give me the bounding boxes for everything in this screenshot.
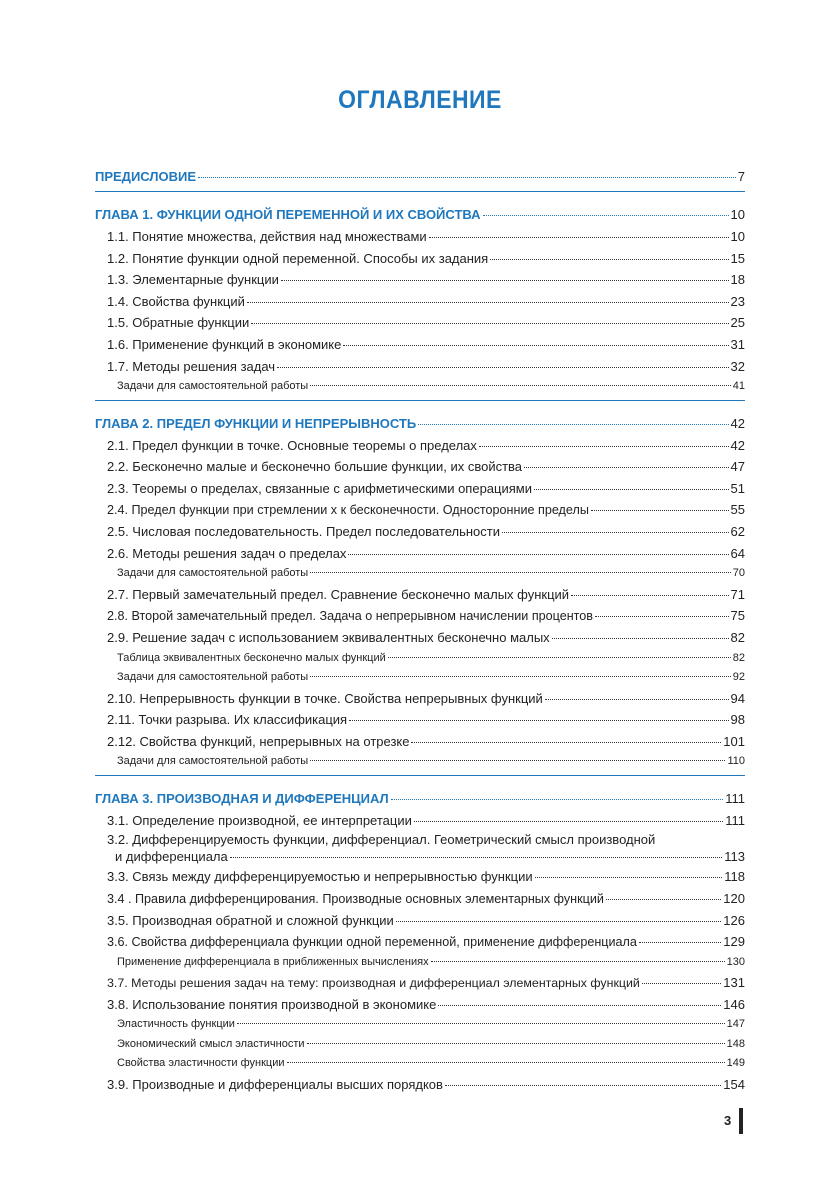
- toc-entry-label: и дифференциала: [115, 849, 228, 865]
- toc-entry-label: 1.2. Понятие функции одной переменной. Способы их задания: [107, 250, 489, 266]
- toc-entry-label: 1.4. Свойства функций: [107, 293, 245, 309]
- dot-leader: [445, 1085, 721, 1086]
- toc-subsection[interactable]: [95, 1015, 745, 1035]
- toc-page-number: 71: [730, 586, 745, 602]
- dot-leader: [490, 259, 728, 260]
- toc-section[interactable]: [95, 831, 745, 848]
- toc-page-number: 94: [730, 690, 745, 706]
- toc-section[interactable]: [95, 521, 745, 543]
- toc-section[interactable]: [95, 810, 745, 832]
- toc-entry-label: ГЛАВА 3. ПРОИЗВОДНАЯ И ДИФФЕРЕНЦИАЛ: [95, 790, 389, 806]
- toc-page-number: 64: [730, 545, 745, 561]
- dot-leader: [310, 676, 731, 677]
- toc-section[interactable]: [95, 994, 745, 1016]
- toc-entry-label: Задачи для самостоятельной работы: [117, 755, 309, 768]
- toc-page-number: 120: [723, 890, 745, 906]
- dot-leader: [391, 799, 724, 800]
- toc-section[interactable]: [95, 456, 745, 478]
- dot-leader: [307, 1043, 725, 1044]
- toc-entry-label: ПРЕДИСЛОВИЕ: [95, 169, 196, 184]
- toc-entry-label: Экономический смысл эластичности: [117, 1037, 305, 1050]
- toc-subsection[interactable]: [95, 752, 745, 772]
- toc-page-number: 15: [730, 250, 745, 266]
- dot-leader: [606, 899, 721, 900]
- toc-subsection[interactable]: [95, 668, 745, 688]
- toc-page-number: 55: [730, 502, 745, 518]
- divider: [95, 400, 745, 401]
- toc-subsection[interactable]: [95, 564, 745, 584]
- toc-page-number: 42: [730, 437, 745, 453]
- toc-section-continued[interactable]: [95, 848, 745, 866]
- table-of-contents: [95, 166, 745, 1096]
- toc-entry-label: 3.8. Использование понятия производной в экономике: [107, 996, 437, 1012]
- dot-leader: [418, 424, 728, 425]
- toc-page-number: 18: [730, 272, 745, 288]
- toc-page-number: 10: [730, 207, 745, 222]
- toc-entry-label: 1.7. Методы решения задач: [107, 358, 276, 374]
- toc-entry-label: 3.5. Производная обратной и сложной функции: [107, 912, 394, 928]
- toc-entry-label: 3.7. Методы решения задач на тему: производная и дифференциал элементарных функций: [107, 976, 640, 991]
- toc-page-number: 25: [730, 315, 745, 331]
- toc-page-number: 126: [723, 912, 745, 928]
- toc-page-number: 75: [730, 608, 745, 624]
- toc-entry-label: Задачи для самостоятельной работы: [117, 567, 309, 580]
- toc-entry-label: 1.5. Обратные функции: [107, 315, 250, 331]
- dot-leader: [287, 1062, 725, 1063]
- toc-subsection[interactable]: [95, 1054, 745, 1074]
- toc-page-number: 31: [730, 336, 745, 352]
- toc-section[interactable]: [95, 478, 745, 500]
- toc-section[interactable]: [95, 931, 745, 953]
- dot-leader: [411, 742, 721, 743]
- toc-page-number: 51: [730, 480, 745, 496]
- toc-page-number: 146: [723, 996, 745, 1012]
- toc-page-number: 32: [730, 358, 745, 374]
- dot-leader: [483, 215, 729, 216]
- toc-page-number: 47: [730, 459, 745, 475]
- dot-leader: [348, 554, 728, 555]
- toc-entry-label: 2.2. Бесконечно малые и бесконечно большие функции, их свойства: [107, 459, 523, 475]
- dot-leader: [349, 720, 728, 721]
- dot-leader: [414, 821, 723, 822]
- toc-section[interactable]: [95, 1074, 745, 1096]
- dot-leader: [281, 280, 729, 281]
- toc-entry-label: 2.7. Первый замечательный предел. Сравнение бесконечно малых функций: [107, 586, 570, 602]
- toc-entry-label: 2.6. Методы решения задач о пределах: [107, 545, 347, 561]
- toc-page-number: 147: [726, 1018, 745, 1031]
- toc-page-number: 131: [723, 975, 745, 991]
- toc-entry-label: Применение дифференциала в приближенных вычислениях: [117, 955, 429, 968]
- toc-page-number: 110: [727, 755, 745, 768]
- dot-leader: [591, 510, 729, 511]
- toc-subsection[interactable]: [95, 377, 745, 397]
- toc-page-number: 7: [737, 169, 745, 184]
- toc-entry-label: 2.5. Числовая последовательность. Предел последовательности: [107, 524, 500, 540]
- dot-leader: [571, 595, 728, 596]
- toc-entry-label: ГЛАВА 2. ПРЕДЕЛ ФУНКЦИИ И НЕПРЕРЫВНОСТЬ: [95, 415, 417, 431]
- toc-page-number: 82: [730, 629, 745, 645]
- toc-page-number: 10: [730, 229, 745, 244]
- toc-section[interactable]: [95, 499, 745, 521]
- toc-entry-label: 2.4. Предел функции при стремлении х к бесконечности. Односторонние пределы: [107, 503, 589, 518]
- dot-leader: [535, 877, 723, 878]
- toc-subsection[interactable]: [95, 953, 745, 973]
- toc-section[interactable]: [95, 972, 745, 994]
- toc-page-number: 148: [726, 1037, 745, 1050]
- toc-entry-label: 3.3. Связь между дифференцируемостью и непрерывностью функции: [107, 869, 533, 885]
- dot-leader: [552, 638, 729, 639]
- dot-leader: [642, 983, 721, 984]
- dot-leader: [388, 657, 731, 658]
- dot-leader: [230, 857, 723, 858]
- toc-entry-label: Задачи для самостоятельной работы: [117, 671, 309, 683]
- toc-chapter-2[interactable]: [95, 413, 745, 435]
- toc-section[interactable]: [95, 584, 745, 606]
- divider: [95, 775, 745, 776]
- toc-entry-label: 1.6. Применение функций в экономике: [107, 336, 342, 352]
- toc-entry-label: 2.3. Теоремы о пределах, связанные с арифметическими операциями: [107, 480, 532, 496]
- dot-leader: [198, 177, 736, 178]
- toc-entry-label: Свойства эластичности функции: [117, 1057, 285, 1070]
- toc-chapter-1[interactable]: [95, 204, 745, 226]
- toc-entry-label: 1.3. Элементарные функции: [107, 272, 279, 288]
- toc-entry-label: Таблица эквивалентных бесконечно малых функций: [117, 651, 386, 664]
- toc-entry-label: 2.10. Непрерывность функции в точке. Свойства непрерывных функций: [107, 690, 543, 706]
- dot-leader: [396, 921, 721, 922]
- toc-page-number: 42: [730, 415, 745, 431]
- toc-section[interactable]: [95, 248, 745, 270]
- dot-leader: [639, 942, 721, 943]
- toc-page-number: 92: [732, 671, 745, 683]
- toc-section[interactable]: [95, 435, 745, 457]
- dot-leader: [595, 616, 729, 617]
- toc-section[interactable]: [95, 356, 745, 378]
- dot-leader: [237, 1023, 725, 1024]
- dot-leader: [343, 345, 728, 346]
- toc-section[interactable]: [95, 269, 745, 291]
- toc-preface[interactable]: [95, 166, 745, 188]
- dot-leader: [277, 367, 728, 368]
- toc-section[interactable]: [95, 605, 745, 627]
- toc-page-number: 111: [725, 790, 745, 806]
- dot-leader: [251, 323, 728, 324]
- toc-entry-label: 3.6. Свойства дифференциала функции одной переменной, применение дифференциала: [107, 935, 637, 950]
- toc-entry-label: 2.11. Точки разрыва. Их классификация: [107, 712, 348, 728]
- toc-page-number: 82: [732, 651, 745, 664]
- toc-page-number: 62: [730, 524, 745, 540]
- toc-page-number: 149: [726, 1057, 745, 1070]
- toc-entry-label: ГЛАВА 1. ФУНКЦИИ ОДНОЙ ПЕРЕМЕННОЙ И ИХ СВОЙСТВА: [95, 207, 481, 222]
- toc-subsection[interactable]: [95, 1035, 745, 1055]
- toc-section[interactable]: [95, 627, 745, 649]
- page-number: 3: [724, 1113, 732, 1128]
- toc-entry-label: 3.1. Определение производной, ее интерпретации: [107, 812, 412, 828]
- toc-page-number: 111: [725, 812, 745, 828]
- dot-leader: [502, 532, 729, 533]
- dot-leader: [310, 760, 725, 761]
- dot-leader: [247, 302, 729, 303]
- dot-leader: [431, 961, 725, 962]
- toc-subsection[interactable]: [95, 649, 745, 669]
- toc-entry-label: 3.2. Дифференцируемость функции, дифференциал. Геометрический смысл производной: [107, 832, 656, 848]
- divider: [95, 191, 745, 192]
- toc-section[interactable]: [95, 291, 745, 313]
- toc-entry-label: 2.9. Решение задач с использованием эквивалентных бесконечно малых: [107, 629, 550, 645]
- dot-leader: [534, 489, 729, 490]
- toc-entry-label: Задачи для самостоятельной работы: [117, 380, 309, 393]
- toc-section[interactable]: [95, 709, 745, 731]
- dot-leader: [310, 572, 731, 573]
- page-number-bar: [739, 1108, 743, 1134]
- toc-entry-label: 2.1. Предел функции в точке. Основные теоремы о пределах: [107, 437, 477, 453]
- dot-leader: [545, 699, 729, 700]
- toc-entry-label: 3.4 . Правила дифференцирования. Производные основных элементарных функций: [107, 891, 604, 906]
- dot-leader: [438, 1005, 721, 1006]
- toc-section[interactable]: [95, 866, 745, 888]
- toc-page-number: 113: [724, 849, 745, 865]
- toc-section[interactable]: [95, 731, 745, 753]
- toc-page-number: 23: [730, 293, 745, 309]
- toc-page-number: 98: [730, 712, 745, 728]
- page-title: ОГЛАВЛЕНИЕ: [338, 86, 502, 114]
- toc-chapter-3[interactable]: [95, 788, 745, 810]
- dot-leader: [310, 385, 731, 386]
- toc-section[interactable]: [95, 226, 745, 248]
- toc-entry-label: Эластичность функции: [117, 1018, 235, 1031]
- toc-page-number: 70: [732, 567, 745, 580]
- toc-page-number: 101: [723, 733, 745, 749]
- toc-section[interactable]: [95, 312, 745, 334]
- toc-entry-label: 1.1. Понятие множества, действия над множествами: [107, 229, 427, 244]
- toc-page-number: 41: [732, 380, 745, 393]
- toc-page-number: 118: [724, 869, 745, 885]
- toc-section[interactable]: [95, 888, 745, 910]
- dot-leader: [479, 446, 729, 447]
- toc-page-number: 129: [723, 934, 745, 950]
- dot-leader: [429, 237, 729, 238]
- toc-entry-label: 3.9. Производные и дифференциалы высших порядков: [107, 1076, 443, 1092]
- toc-section[interactable]: [95, 688, 745, 710]
- toc-entry-label: 2.8. Второй замечательный предел. Задача о непрерывном начислении процентов: [107, 609, 593, 624]
- toc-entry-label: 2.12. Свойства функций, непрерывных на отрезке: [107, 733, 410, 749]
- toc-section[interactable]: [95, 543, 745, 565]
- toc-page-number: 130: [726, 955, 745, 968]
- toc-section[interactable]: [95, 334, 745, 356]
- toc-page-number: 154: [723, 1076, 745, 1092]
- toc-section[interactable]: [95, 910, 745, 932]
- dot-leader: [524, 467, 729, 468]
